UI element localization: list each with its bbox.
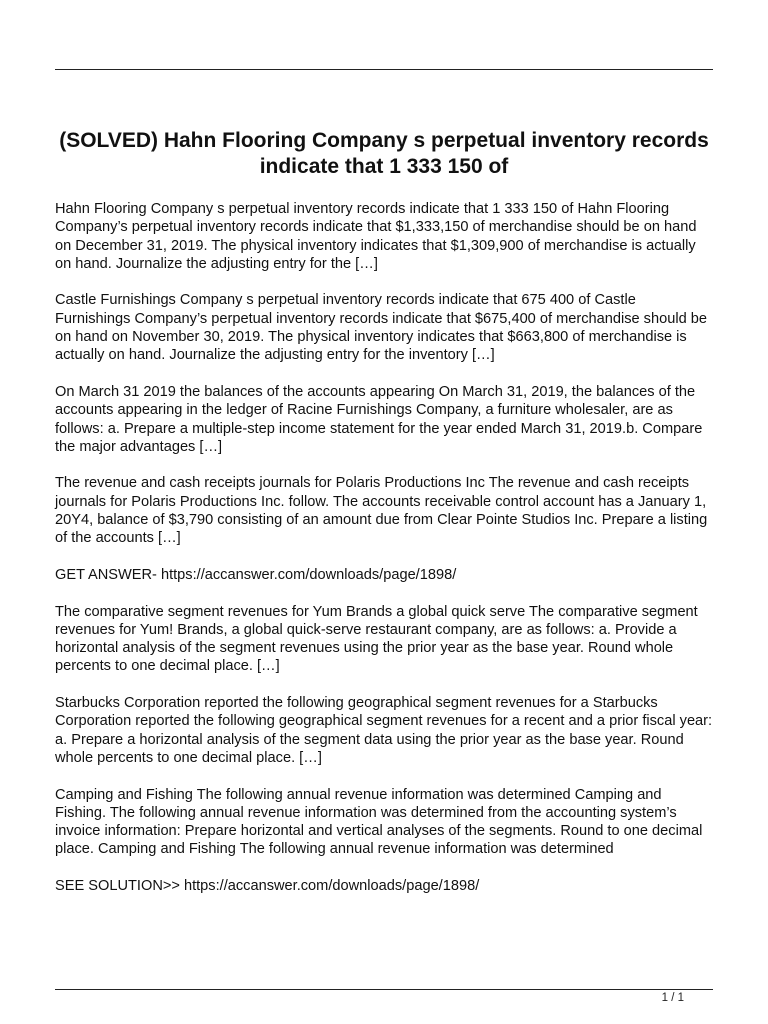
paragraph-castle-furnishings: Castle Furnishings Company s perpetual inventory records indicate that 675 400 of Castle Furnishings Company’s perpetual inventory records indicate that $675,400 of merchandise should be on hand on November 30, 2019. The physical inventory indicates that $663,800 of merchandise is actually on hand. Journalize the adjusting entry for the inventory […] bbox=[55, 292, 707, 364]
paragraph-polaris-productions: The revenue and cash receipts journals for Polaris Productions Inc The revenue and cash receipts journals for Polaris Productions Inc. follow. The accounts receivable control account has a January 1, 20Y4, balance of $3,790 consisting of an amount due from Clear Pointe Studios Inc. Prepare a listing of the accounts […] bbox=[55, 475, 708, 547]
paragraph-racine-furnishings: On March 31 2019 the balances of the accounts appearing On March 31, 2019, the balances of the accounts appearing in the ledger of Racine Furnishings Company, a furniture wholesaler, are as follows: a. Prepare a multiple-step income statement for the year ended March 31, 2019.b. Compare the major advantages […] bbox=[55, 383, 703, 455]
see-solution-link[interactable]: SEE SOLUTION>> https://accanswer.com/downloads/page/1898/ bbox=[55, 877, 480, 894]
footer-divider bbox=[55, 989, 713, 990]
paragraph-yum-brands: The comparative segment revenues for Yum Brands a global quick serve The comparative segment revenues for Yum! Brands, a global quick-serve restaurant company, are as follows: a. Provide a horizontal analysis of the segment revenues using the prior year as the base year. Round whole percents to one decimal place. […] bbox=[55, 603, 698, 675]
paragraph-hahn-flooring: Hahn Flooring Company s perpetual inventory records indicate that 1 333 150 of Hahn Flooring Company’s perpetual inventory records indicate that $1,333,150 of merchandise should be on hand on December 31, 2019. The physical inventory indicates that $1,309,900 of merchandise is actually on hand. Journalize the adjusting entry for the […] bbox=[55, 201, 697, 272]
get-answer-link[interactable]: GET ANSWER- https://accanswer.com/downloads/page/1898/ bbox=[55, 566, 457, 583]
document-body bbox=[55, 200, 715, 914]
header-divider bbox=[55, 69, 713, 70]
page-title: (SOLVED) Hahn Flooring Company s perpetual inventory records indicate that 1 333 150 of bbox=[59, 129, 709, 178]
paragraph-starbucks: Starbucks Corporation reported the following geographical segment revenues for a Starbucks Corporation reported the following geographical segment revenues for a recent and a prior fiscal year: a. Prepare a horizontal analysis of the segment data using the prior year as the base year. Round whole percents to one decimal place. […] bbox=[55, 695, 713, 766]
paragraph-camping-fishing: Camping and Fishing The following annual revenue information was determined Camping and Fishing. The following annual revenue information was determined from the accounting system’s invoice information: Prepare horizontal and vertical analyses of the segments. Round to one decimal place. Camping and Fishing The following annual revenue information was determined bbox=[55, 786, 703, 858]
page-number: 1 / 1 bbox=[661, 992, 684, 1004]
